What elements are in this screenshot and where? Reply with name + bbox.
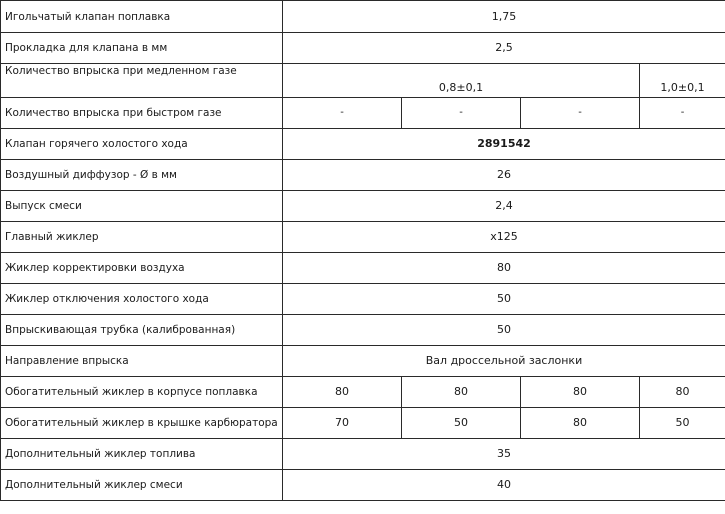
row-value: 70 <box>283 408 402 439</box>
row-value: 1,0±0,1 <box>640 64 725 98</box>
row-value: 80 <box>521 377 640 408</box>
row-value: 2891542 <box>283 129 725 160</box>
table-row <box>1 315 725 346</box>
row-value: 2,4 <box>283 191 725 222</box>
table-row <box>1 377 725 408</box>
table-row <box>1 284 725 315</box>
row-value: 50 <box>402 408 521 439</box>
table-row <box>1 160 725 191</box>
table-row <box>1 98 725 129</box>
row-value: 1,75 <box>283 1 725 33</box>
row-label: Главный жиклер <box>1 222 283 253</box>
row-value: 50 <box>283 315 725 346</box>
row-label: Обогатительный жиклер в корпусе поплавка <box>1 377 283 408</box>
row-label: Воздушный диффузор - Ø в мм <box>1 160 283 191</box>
row-label: Выпуск смеси <box>1 191 283 222</box>
row-value: - <box>640 98 725 129</box>
row-value: 2,5 <box>283 33 725 64</box>
row-value: 80 <box>640 377 725 408</box>
row-label: Количество впрыска при быстром газе <box>1 98 283 129</box>
row-label: Жиклер корректировки воздуха <box>1 253 283 284</box>
row-label: Дополнительный жиклер топлива <box>1 439 283 470</box>
row-value: 0,8±0,1 <box>283 64 640 98</box>
row-label: Прокладка для клапана в мм <box>1 33 283 64</box>
table-row <box>1 470 725 501</box>
row-label: Дополнительный жиклер смеси <box>1 470 283 501</box>
table-row <box>1 253 725 284</box>
table-row <box>1 191 725 222</box>
row-value: 35 <box>283 439 725 470</box>
row-label: Клапан горячего холостого хода <box>1 129 283 160</box>
table-row <box>1 408 725 439</box>
row-label: Жиклер отключения холостого хода <box>1 284 283 315</box>
row-value: 80 <box>402 377 521 408</box>
row-value: - <box>521 98 640 129</box>
row-label: Игольчатый клапан поплавка <box>1 1 283 33</box>
row-label: Количество впрыска при медленном газе <box>1 64 283 98</box>
row-value: 50 <box>640 408 725 439</box>
row-value: 80 <box>283 377 402 408</box>
table-row <box>1 33 725 64</box>
table-row <box>1 346 725 377</box>
table-row <box>1 129 725 160</box>
row-value: Вал дроссельной заслонки <box>283 346 725 377</box>
row-value: 26 <box>283 160 725 191</box>
row-value: 80 <box>283 253 725 284</box>
row-value: 50 <box>283 284 725 315</box>
row-value: - <box>402 98 521 129</box>
table-row <box>1 439 725 470</box>
table-row <box>1 222 725 253</box>
row-label: Обогатительный жиклер в крышке карбюратора <box>1 408 283 439</box>
row-label: Направление впрыска <box>1 346 283 377</box>
row-value: x125 <box>283 222 725 253</box>
table-row <box>1 1 725 33</box>
row-value: - <box>283 98 402 129</box>
row-value: 80 <box>521 408 640 439</box>
table-row <box>1 64 725 98</box>
row-value: 40 <box>283 470 725 501</box>
row-label: Впрыскивающая трубка (калиброванная) <box>1 315 283 346</box>
